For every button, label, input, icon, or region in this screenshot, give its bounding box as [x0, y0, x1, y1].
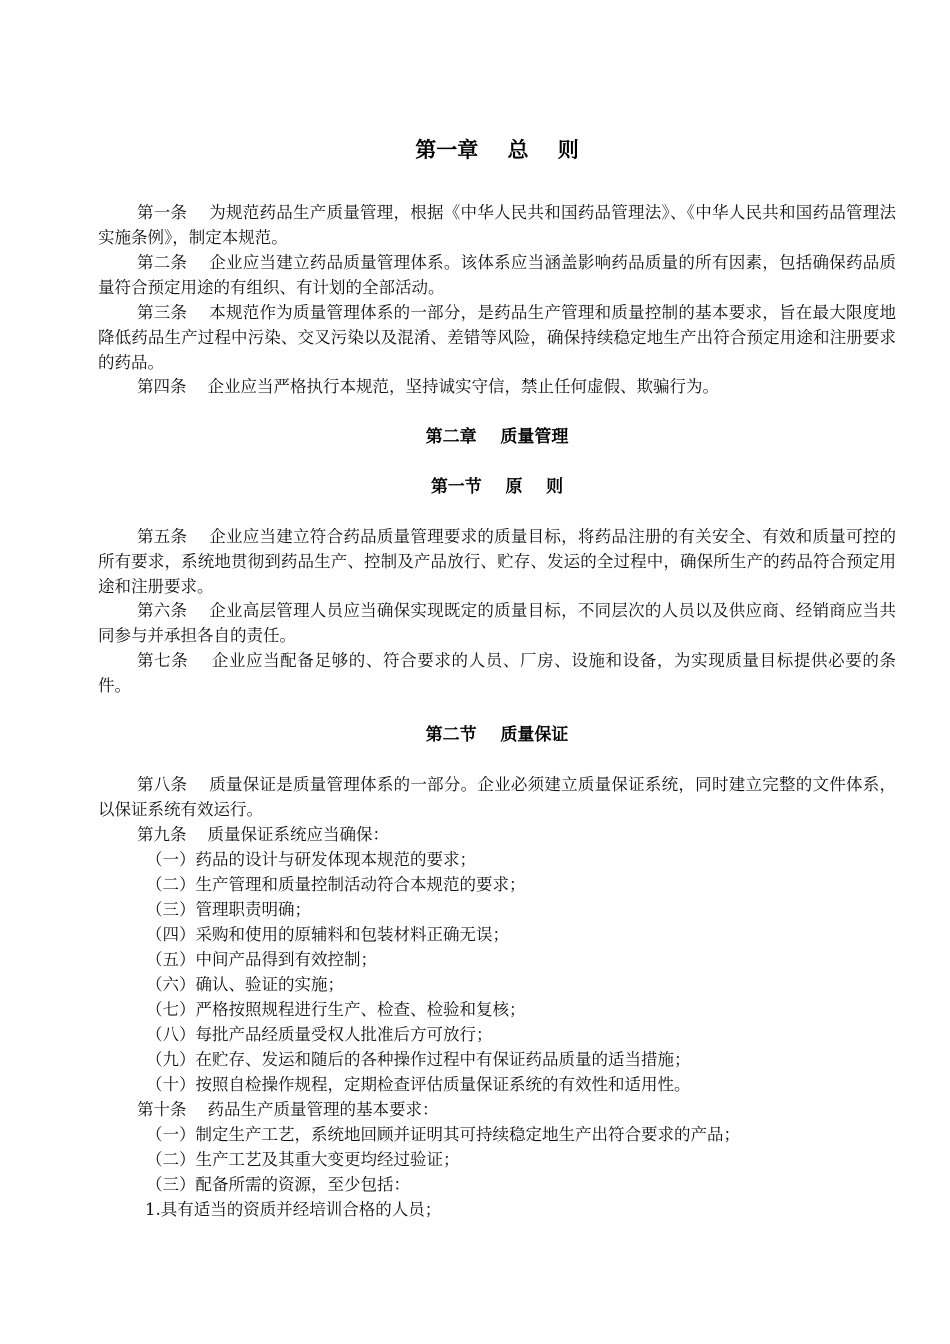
article-4: 第四条 企业应当严格执行本规范，坚持诚实守信，禁止任何虚假、欺骗行为。 — [137, 377, 719, 396]
section-2-title: 第二节 质量保证 — [425, 725, 569, 745]
article-9-lead: 第九条 质量保证系统应当确保： — [137, 825, 389, 844]
article-9-item-7: （七）严格按照规程进行生产、检查、检验和复核； — [146, 1000, 526, 1019]
article-3: 第三条 本规范作为质量管理体系的一部分，是药品生产管理和质量控制的基本要求，旨在最大限度地降低药品生产过程中污染、交叉污染以及混淆、差错等风险，确保持续稳定地生产出符合预定用途和注册要求的药品。 — [98, 303, 896, 372]
chapter-2-title: 第二章 质量管理 — [425, 427, 569, 447]
article-9-item-8: （八）每批产品经质量受权人批准后方可放行； — [146, 1025, 493, 1044]
article-9-item-1: （一）药品的设计与研发体现本规范的要求； — [146, 850, 476, 869]
article-10-item-2: （二）生产工艺及其重大变更均经过验证； — [146, 1150, 460, 1169]
article-10-subitem-1: 1.具有适当的资质并经培训合格的人员； — [145, 1200, 442, 1219]
article-1: 第一条 为规范药品生产质量管理，根据《中华人民共和国药品管理法》、《中华人民共和国药品管理法实施条例》，制定本规范。 — [98, 203, 896, 247]
article-9-item-10: （十）按照自检操作规程，定期检查评估质量保证系统的有效性和适用性。 — [146, 1075, 691, 1094]
article-10-item-1: （一）制定生产工艺，系统地回顾并证明其可持续稳定地生产出符合要求的产品； — [146, 1125, 740, 1144]
article-5: 第五条 企业应当建立符合药品质量管理要求的质量目标，将药品注册的有关安全、有效和质量可控的所有要求，系统地贯彻到药品生产、控制及产品放行、贮存、发运的全过程中，确保所生产的药品符合预定用途和注册要求。 — [98, 527, 896, 596]
article-9-item-5: （五）中间产品得到有效控制； — [146, 950, 377, 969]
chapter-1-title: 第一章 总 则 — [415, 137, 579, 162]
article-7: 第七条 企业应当配备足够的、符合要求的人员、厂房、设施和设备，为实现质量目标提供必要的条件。 — [98, 651, 896, 695]
article-10-item-3: （三）配备所需的资源，至少包括： — [146, 1175, 410, 1194]
article-2: 第二条 企业应当建立药品质量管理体系。该体系应当涵盖影响药品质量的所有因素，包括确保药品质量符合预定用途的有组织、有计划的全部活动。 — [98, 253, 896, 297]
article-9-item-6: （六）确认、验证的实施； — [146, 975, 344, 994]
article-6: 第六条 企业高层管理人员应当确保实现既定的质量目标，不同层次的人员以及供应商、经销商应当共同参与并承担各自的责任。 — [98, 601, 896, 645]
article-8: 第八条 质量保证是质量管理体系的一部分。企业必须建立质量保证系统，同时建立完整的文件体系，以保证系统有效运行。 — [98, 775, 896, 819]
document-page — [98, 0, 896, 1344]
article-10-lead: 第十条 药品生产质量管理的基本要求： — [137, 1100, 439, 1119]
article-9-item-4: （四）采购和使用的原辅料和包装材料正确无误； — [146, 925, 509, 944]
section-1-title: 第一节 原 则 — [430, 477, 564, 497]
article-9-item-3: （三）管理职责明确； — [146, 900, 311, 919]
article-9-item-9: （九）在贮存、发运和随后的各种操作过程中有保证药品质量的适当措施； — [146, 1050, 691, 1069]
article-9-item-2: （二）生产管理和质量控制活动符合本规范的要求； — [146, 875, 526, 894]
